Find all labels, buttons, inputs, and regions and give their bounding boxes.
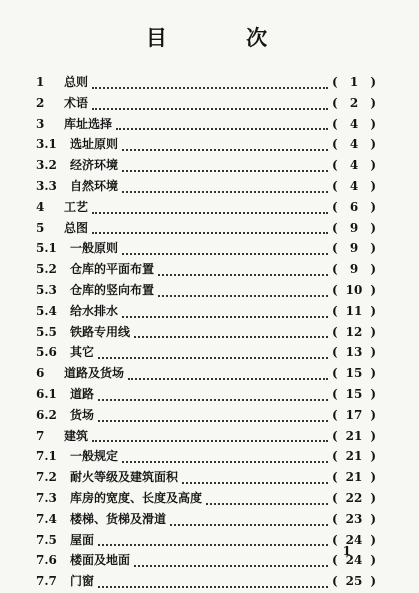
page-ref: ( 15 ) [332, 386, 376, 401]
section-title: 其它 [70, 345, 95, 360]
page-number: 4 [349, 137, 359, 152]
section-number: 7.1 [36, 449, 57, 464]
page-number: 4 [349, 158, 359, 173]
page-number: 23 [345, 511, 363, 526]
page-ref: ( 17 ) [332, 407, 376, 422]
section-number: 6.2 [36, 407, 57, 422]
leader-dots [98, 535, 328, 546]
page-ref: ( 10 ) [332, 282, 376, 297]
page-number: 4 [349, 116, 359, 131]
toc-entry [36, 489, 376, 510]
page-number: 22 [345, 490, 363, 505]
toc-entry [36, 343, 376, 364]
page-number: 24 [345, 532, 363, 547]
section-title: 货场 [70, 407, 95, 422]
section-title: 门窗 [70, 574, 95, 589]
toc-entry [36, 385, 376, 406]
toc-entry [36, 198, 376, 219]
leader-dots [92, 78, 328, 89]
leader-dots [92, 223, 328, 234]
section-number: 3.1 [36, 137, 57, 152]
page-ref: ( 13 ) [332, 345, 376, 360]
toc-entry [36, 260, 376, 281]
leader-dots [122, 307, 328, 318]
section-number: 5.3 [36, 282, 57, 297]
toc-entry [36, 510, 376, 531]
leader-dots [122, 182, 328, 193]
toc-entry [36, 73, 376, 94]
page-number: 21 [345, 449, 363, 464]
toc-entry [36, 323, 376, 344]
toc-entry [36, 531, 376, 552]
toc-entry [36, 239, 376, 260]
toc-entry [36, 468, 376, 489]
page-ref: ( 9 ) [332, 262, 376, 277]
page-ref: ( 1 ) [332, 75, 376, 89]
section-title: 仓库的平面布置 [70, 262, 155, 277]
page-ref: ( 25 ) [332, 574, 376, 589]
page-number: 4 [349, 178, 359, 193]
section-title: 自然环境 [70, 178, 119, 193]
leader-dots [158, 265, 328, 276]
page-ref: ( 15 ) [332, 366, 376, 381]
page-ref: ( 4 ) [332, 116, 376, 131]
toc-entry [36, 551, 376, 572]
page-number: 9 [349, 262, 359, 277]
section-number: 7 [36, 428, 45, 443]
page-number: 25 [345, 574, 363, 589]
page-number: 9 [349, 220, 359, 235]
page-number: 1 [349, 75, 359, 89]
page-number: 9 [349, 241, 359, 256]
section-number: 6 [36, 366, 45, 381]
page-number: 13 [345, 345, 363, 360]
leader-dots [116, 119, 328, 130]
leader-dots [206, 494, 328, 505]
section-title: 一般原则 [70, 241, 119, 256]
section-number: 5 [36, 220, 45, 235]
page-ref: ( 9 ) [332, 220, 376, 235]
page-title: 目 次 [145, 25, 304, 50]
leader-dots [122, 140, 328, 151]
section-title: 耐火等级及建筑面积 [70, 470, 179, 485]
page-number: 15 [345, 386, 363, 401]
section-number: 1 [36, 75, 45, 89]
section-title: 术语 [64, 95, 89, 110]
leader-dots [98, 411, 328, 422]
page-ref: ( 4 ) [332, 158, 376, 173]
page-number: 2 [349, 95, 359, 110]
page-ref: ( 11 ) [332, 303, 376, 318]
page-number: 11 [345, 303, 363, 318]
toc-entry [36, 364, 376, 385]
leader-dots [158, 286, 328, 297]
section-number: 7.4 [36, 511, 57, 526]
section-number: 5.5 [36, 324, 57, 339]
toc-entry [36, 281, 376, 302]
table-of-contents [36, 73, 376, 593]
section-title: 库址选择 [64, 116, 113, 131]
leader-dots [98, 348, 328, 359]
page-ref: ( 21 ) [332, 428, 376, 443]
section-number: 7.6 [36, 553, 57, 568]
page-ref: ( 4 ) [332, 178, 376, 193]
leader-dots [134, 556, 328, 567]
leader-dots [122, 452, 328, 463]
leader-dots [134, 327, 328, 338]
section-number: 5.4 [36, 303, 57, 318]
page-number: 15 [345, 366, 363, 381]
section-title: 经济环境 [70, 158, 119, 173]
page-ref: ( 4 ) [332, 137, 376, 152]
leader-dots [122, 244, 328, 255]
leader-dots [182, 473, 328, 484]
page-ref: ( 24 ) [332, 553, 376, 568]
toc-entry [36, 94, 376, 115]
section-number: 5.2 [36, 262, 57, 277]
page-number: 6 [349, 199, 359, 214]
toc-entry [36, 447, 376, 468]
section-title: 楼面及地面 [70, 553, 131, 568]
section-title: 建筑 [64, 428, 89, 443]
page-ref: ( 21 ) [332, 449, 376, 464]
section-title: 库房的宽度、长度及高度 [70, 490, 203, 505]
section-title: 屋面 [70, 532, 95, 547]
section-title: 总图 [64, 220, 89, 235]
section-number: 4 [36, 199, 45, 214]
leader-dots [92, 203, 328, 214]
section-title: 楼梯、货梯及滑道 [70, 511, 167, 526]
page-ref: ( 23 ) [332, 511, 376, 526]
section-title: 道路及货场 [64, 366, 125, 381]
leader-dots [98, 390, 328, 401]
page-ref: ( 12 ) [332, 324, 376, 339]
section-number: 3.3 [36, 178, 57, 193]
page-folio: 1 [342, 544, 351, 558]
section-number: 5.1 [36, 241, 57, 256]
section-title: 道路 [70, 386, 95, 401]
section-title: 选址原则 [70, 137, 119, 152]
toc-entry [36, 156, 376, 177]
toc-entry [36, 135, 376, 156]
page-number: 21 [345, 428, 363, 443]
page-ref: ( 21 ) [332, 470, 376, 485]
toc-entry [36, 302, 376, 323]
toc-entry [36, 219, 376, 240]
toc-entry [36, 115, 376, 136]
page-ref: ( 9 ) [332, 241, 376, 256]
leader-dots [128, 369, 328, 380]
section-title: 仓库的竖向布置 [70, 282, 155, 297]
page-number: 10 [345, 282, 363, 297]
page-ref: ( 6 ) [332, 199, 376, 214]
section-number: 7.5 [36, 532, 57, 547]
section-number: 7.2 [36, 470, 57, 485]
toc-entry [36, 177, 376, 198]
section-number: 6.1 [36, 386, 57, 401]
leader-dots [170, 515, 328, 526]
leader-dots [92, 431, 328, 442]
page-number: 21 [345, 470, 363, 485]
leader-dots [122, 161, 328, 172]
section-title: 工艺 [64, 199, 89, 214]
section-number: 5.6 [36, 345, 57, 360]
section-title: 一般规定 [70, 449, 119, 464]
section-number: 7.3 [36, 490, 57, 505]
toc-entry [36, 572, 376, 593]
section-number: 3.2 [36, 158, 57, 173]
leader-dots [92, 99, 328, 110]
page-ref: ( 22 ) [332, 490, 376, 505]
section-number: 2 [36, 95, 45, 110]
section-title: 铁路专用线 [70, 324, 131, 339]
leader-dots [98, 577, 328, 588]
section-number: 3 [36, 116, 45, 131]
section-title: 总则 [64, 75, 89, 89]
section-number: 7.7 [36, 574, 57, 589]
page-number: 24 [345, 553, 363, 568]
page-number: 17 [345, 407, 363, 422]
page-ref: ( 24 ) [332, 532, 376, 547]
toc-entry [36, 427, 376, 448]
toc-entry [36, 406, 376, 427]
page-ref: ( 2 ) [332, 95, 376, 110]
section-title: 给水排水 [70, 303, 119, 318]
page-number: 12 [345, 324, 363, 339]
